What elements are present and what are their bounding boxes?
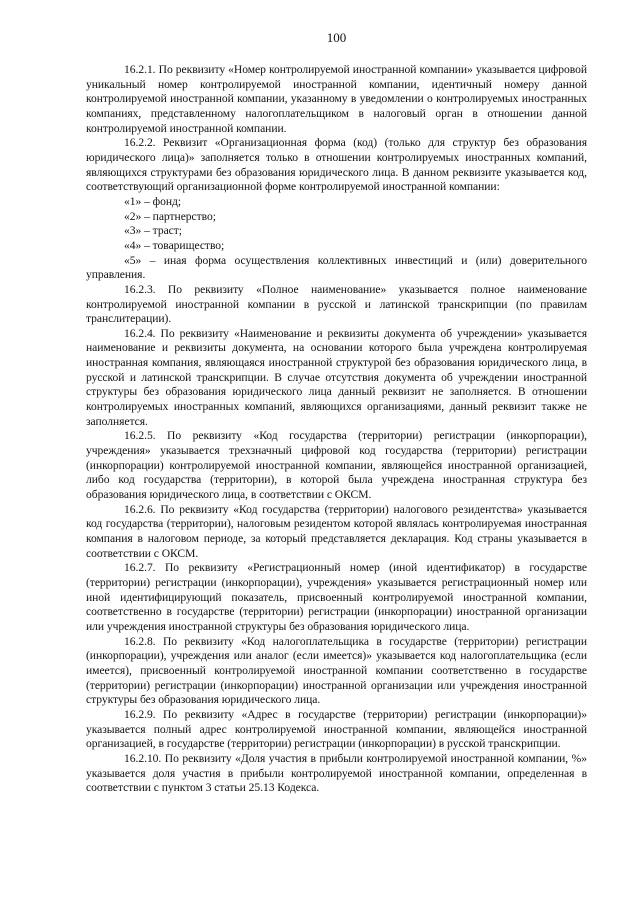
paragraph-16-2-6: 16.2.6. По реквизиту «Код государства (территории) налогового резидентства» указывается код государства (территории), налоговым резидентом которой являлась контролируемая иностранная компания в налоговом периоде, за который представляется декларация. Код страны указывается в соответствии с ОКСМ. <box>86 502 587 560</box>
list-item-association: «4» – товарищество; <box>124 238 225 252</box>
list-item-trust: «3» – траст; <box>124 224 182 238</box>
document-page <box>86 30 587 796</box>
page-number: 100 <box>326 30 347 45</box>
paragraph-16-2-10: 16.2.10. По реквизиту «Доля участия в прибыли контролируемой иностранной компании, %» указывается доля участия в прибыли контролируемой иностранной компании, определенная в соответствии с пунктом 3 статьи 25.13 Кодекса. <box>86 751 587 795</box>
paragraph-16-2-3: 16.2.3. По реквизиту «Полное наименование» указывается полное наименование контролируемой иностранной компании в русской и латинской транскрипции (по правилам транслитерации). <box>86 282 587 326</box>
list-item-other-form: «5» – иная форма осуществления коллективных инвестиций и (или) доверительного управления. <box>86 253 587 282</box>
paragraph-16-2-8: 16.2.8. По реквизиту «Код налогоплательщика в государстве (территории) регистрации (инкорпорации), учреждения или аналог (если имеется)» указывается код налогоплательщика (если имеется), присвоенный контролируемой иностранной компании соответственно в государстве (территории) регистрации (инкорпорации) иностранной организации или учреждения иностранной структуры без образования юридического лица. <box>86 634 587 707</box>
list-item-partnership: «2» – партнерство; <box>124 209 216 223</box>
paragraph-16-2-2: 16.2.2. Реквизит «Организационная форма (код) (только для структур без образования юридического лица)» заполняется только в отношении контролируемых иностранных компаний, являющихся структурами без образования юридического лица. В данном реквизите указывается код, соответствующий организационной форме контролируемой иностранной компании: <box>86 136 587 194</box>
paragraph-16-2-9: 16.2.9. По реквизиту «Адрес в государстве (территории) регистрации (инкорпорации)» указывается полный адрес контролируемой иностранной компании, являющейся иностранной организацией, в государстве (территории) регистрации (инкорпорации) в русской транскрипции. <box>86 707 587 751</box>
paragraph-16-2-5: 16.2.5. По реквизиту «Код государства (территории) регистрации (инкорпорации), учреждения» указывается трехзначный цифровой код государства (территории) регистрации (инкорпорации) контролируемой иностранной компании, являющейся иностранной организацией, либо код государства (территории), в которой была учреждена иностранная структура без образования юридического лица, в соответствии с ОКСМ. <box>86 429 587 502</box>
paragraph-16-2-1: 16.2.1. По реквизиту «Номер контролируемой иностранной компании» указывается цифровой уникальный номер контролируемой иностранной компании, идентичный номеру данной контролируемой иностранной компании, указанному в уведомлении о контролируемых иностранных компаниях, представленному налогоплательщиком в налоговый орган в отношении данной контролируемой иностранной компании. <box>86 63 587 135</box>
paragraph-16-2-4: 16.2.4. По реквизиту «Наименование и реквизиты документа об учреждении» указывается наименование и реквизиты документа, на основании которого была учреждена контролируемая иностранная компания, являющаяся иностранной структурой без образования юридического лица, в русской и латинской транскрипции. В случае отсутствия документа об учреждении иностранной структуры без образования юридического лица данный реквизит не заполняется. В отношении контролируемых иностранных компаний, являющихся организациями, данный реквизит также не заполняется. <box>86 326 587 428</box>
paragraph-16-2-7: 16.2.7. По реквизиту «Регистрационный номер (иной идентификатор) в государстве (территории) регистрации (инкорпорации), учреждения» указывается регистрационный номер или иной идентифицирующий показатель, присвоенный контролируемой иностранной компании, соответственно в государстве (территории) регистрации (инкорпорации) иностранной организации или учреждения иностранной структуры без образования юридического лица. <box>86 561 587 633</box>
list-item-fund: «1» – фонд; <box>124 194 182 208</box>
